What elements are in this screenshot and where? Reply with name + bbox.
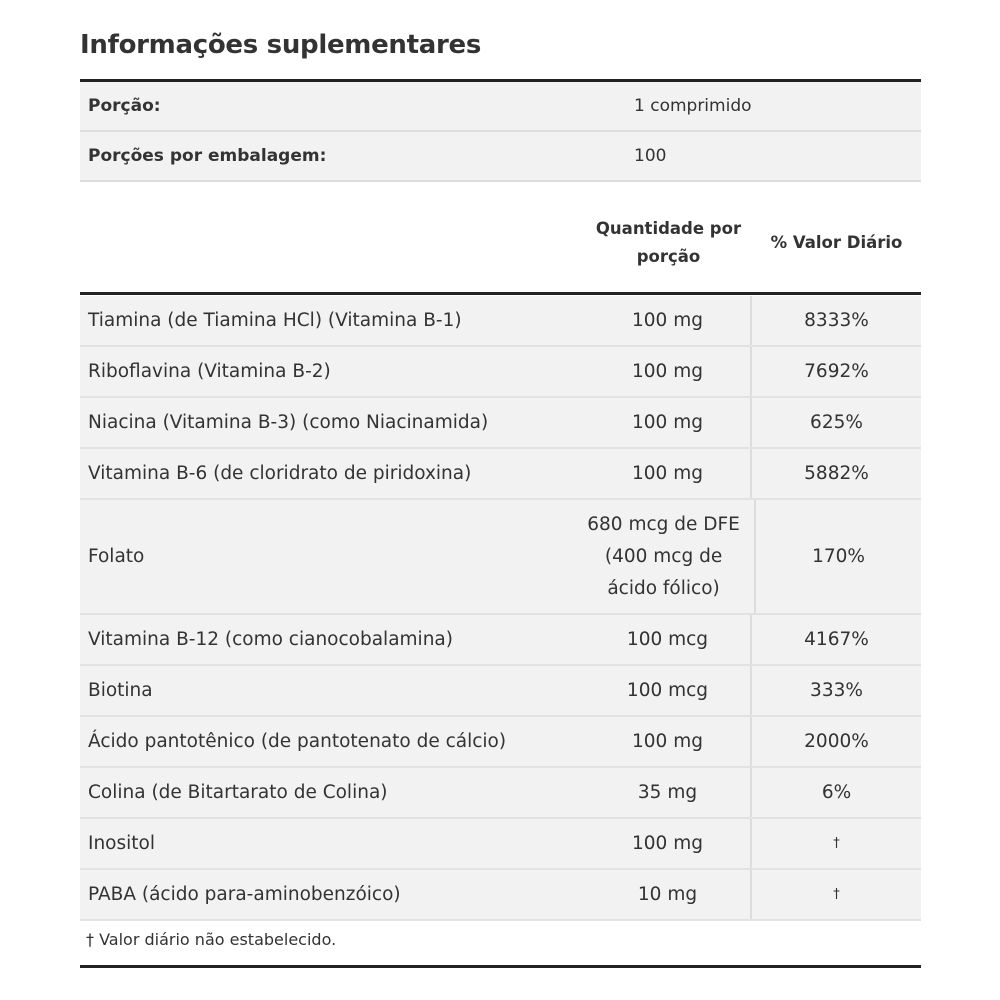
amount: 10 mg <box>585 870 752 919</box>
daily-value: 2000% <box>804 731 869 752</box>
page-title: Informações suplementares <box>80 30 482 60</box>
table-row <box>80 398 921 449</box>
daily-value: † <box>833 836 840 851</box>
divider <box>80 965 921 968</box>
nutrient-name: Vitamina B-6 (de cloridrato de piridoxina) <box>88 463 472 484</box>
table-row <box>80 717 921 768</box>
daily-value: 7692% <box>804 361 869 382</box>
amount: 100 mg <box>585 717 752 766</box>
nutrient-name: Riboflavina (Vitamina B-2) <box>88 361 331 382</box>
amount: 35 mg <box>585 768 752 817</box>
nutrient-table <box>80 296 921 921</box>
nutrient-name: Tiamina (de Tiamina HCl) (Vitamina B-1) <box>88 310 462 331</box>
table-row <box>80 870 921 921</box>
daily-value: 333% <box>810 680 863 701</box>
table-row <box>80 819 921 870</box>
amount: 680 mcg de DFE (400 mcg de ácido fólico) <box>573 500 756 613</box>
value: 100 <box>634 146 667 166</box>
nutrient-name: Niacina (Vitamina B-3) (como Niacinamida) <box>88 412 489 433</box>
table-header <box>80 215 921 271</box>
amount: 100 mg <box>585 296 752 345</box>
amount-header: Quantidade por porção <box>595 219 742 266</box>
serving-info <box>80 82 921 182</box>
divider <box>80 292 921 295</box>
nutrient-name: Biotina <box>88 680 153 701</box>
table-row <box>80 666 921 717</box>
nutrient-name: Vitamina B-12 (como cianocobalamina) <box>88 629 453 650</box>
dv-header: % Valor Diário <box>770 233 903 252</box>
table-row <box>80 347 921 398</box>
footnote: † Valor diário não estabelecido. <box>86 930 337 949</box>
daily-value: † <box>833 887 840 902</box>
daily-value: 4167% <box>804 629 869 650</box>
amount: 100 mcg <box>585 615 752 664</box>
daily-value: 8333% <box>804 310 869 331</box>
nutrient-name: Folato <box>88 546 145 567</box>
label: Porções por embalagem: <box>88 146 327 166</box>
daily-value: 625% <box>810 412 863 433</box>
table-row <box>80 615 921 666</box>
servings-per-container-row <box>80 132 921 182</box>
amount: 100 mg <box>585 819 752 868</box>
amount: 100 mcg <box>585 666 752 715</box>
daily-value: 170% <box>812 546 865 567</box>
amount: 100 mg <box>585 449 752 498</box>
value: 1 comprimido <box>634 96 752 116</box>
label: Porção: <box>88 96 161 116</box>
serving-size-row <box>80 82 921 132</box>
daily-value: 6% <box>821 782 852 803</box>
table-row <box>80 449 921 500</box>
table-row <box>80 296 921 347</box>
nutrient-name: PABA (ácido para-aminobenzóico) <box>88 884 401 905</box>
table-row <box>80 500 921 615</box>
amount: 100 mg <box>585 398 752 447</box>
nutrient-name: Ácido pantotênico (de pantotenato de cálcio) <box>88 731 507 752</box>
daily-value: 5882% <box>804 463 869 484</box>
table-row <box>80 768 921 819</box>
amount: 100 mg <box>585 347 752 396</box>
nutrient-name: Colina (de Bitartarato de Colina) <box>88 782 388 803</box>
nutrient-name: Inositol <box>88 833 155 854</box>
